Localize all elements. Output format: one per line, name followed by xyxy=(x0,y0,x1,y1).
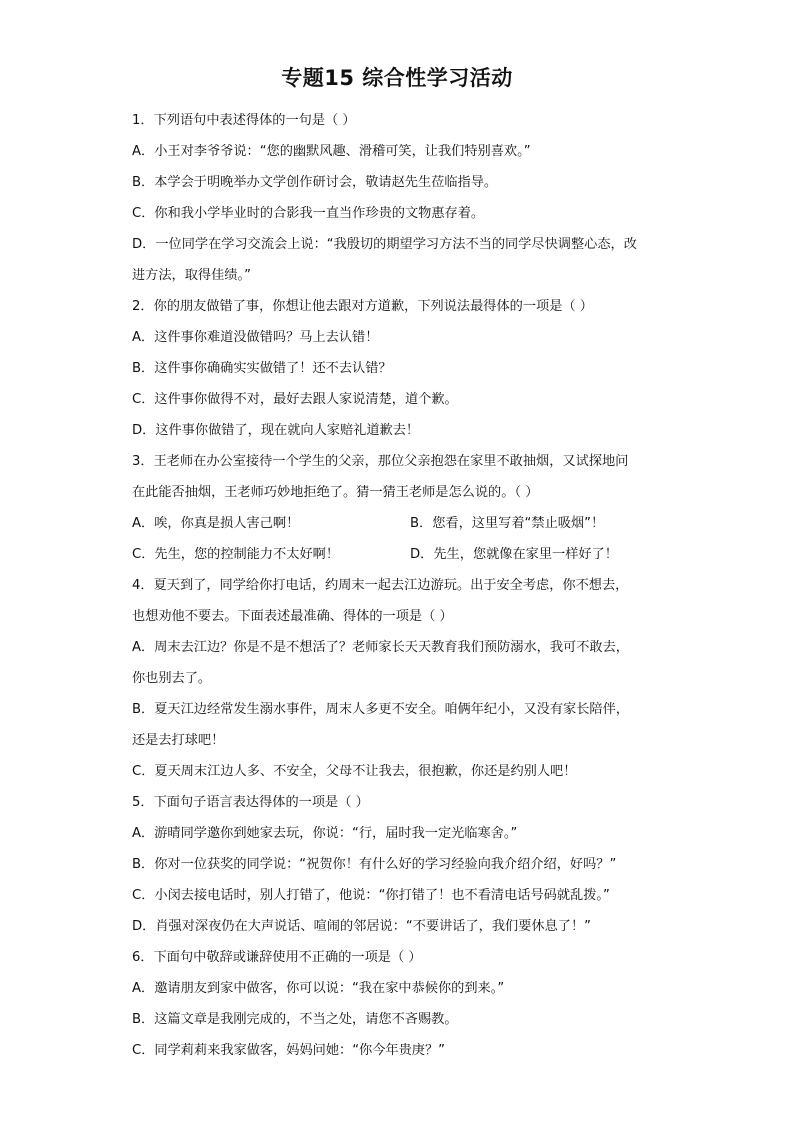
question-option: A．邀请朋友到家中做客，你可以说：“我在家中恭候你的到来。” xyxy=(132,981,505,996)
question-option: A．小王对李爷爷说：“您的幽默风趣、滑稽可笑，让我们特别喜欢。” xyxy=(132,144,531,159)
question-option-continued: 你也别去了。 xyxy=(132,671,212,686)
question-option: A．这件事你难道没做错吗？马上去认错！ xyxy=(132,330,379,345)
question-option-continued: 还是去打球吧！ xyxy=(132,733,225,748)
question-option: C．同学莉莉来我家做客，妈妈问她：“你今年贵庚？” xyxy=(132,1043,445,1058)
question-option: B．这件事你确确实实做错了！还不去认错？ xyxy=(132,361,392,376)
question-option: D．肖强对深夜仍在大声说话、喧闹的邻居说：“不要讲话了，我们要休息了！” xyxy=(132,919,592,934)
question-option: B．你对一位获奖的同学说：“祝贺你！有什么好的学习经验向我介绍介绍，好吗？” xyxy=(132,857,617,872)
page-title: 专题15 综合性学习活动 xyxy=(281,66,513,90)
question-stem: 2．你的朋友做错了事，你想让他去跟对方道歉，下列说法最得体的一项是（ ） xyxy=(132,299,593,314)
question-option: A．游晴同学邀你到她家去玩，你说：“行，届时我一定光临寒舍。” xyxy=(132,826,518,841)
question-option: B．本学会于明晚举办文学创作研讨会，敬请赵先生莅临指导。 xyxy=(132,175,498,190)
question-option: A．周末去江边？你是不是不想活了？老师家长天天教育我们预防溺水，我可不敢去， xyxy=(132,640,629,655)
question-option: A．唉，你真是损人害己啊！ xyxy=(132,516,300,531)
question-option: D．这件事你做错了，现在就向人家赔礼道歉去！ xyxy=(132,423,420,438)
question-option: B．您看，这里写着“禁止吸烟”！ xyxy=(410,516,605,531)
option-row xyxy=(132,539,672,570)
question-option: C．这件事你做得不对，最好去跟人家说清楚，道个歉。 xyxy=(132,392,458,407)
question-option: B．这篇文章是我刚完成的，不当之处，请您不吝赐教。 xyxy=(132,1012,458,1027)
option-row xyxy=(132,508,672,539)
question-stem: 4．夏天到了，同学给你打电话，约周末一起去江边游玩。出于安全考虑，你不想去， xyxy=(132,578,629,593)
question-option: C．先生，您的控制能力不太好啊！ xyxy=(132,547,340,562)
question-stem-continued: 也想劝他不要去。下面表述最准确、得体的一项是（ ） xyxy=(132,609,453,624)
question-option: B．夏天江边经常发生溺水事件，周末人多更不安全。咱俩年纪小，又没有家长陪伴， xyxy=(132,702,629,717)
question-stem: 3．王老师在办公室接待一个学生的父亲，那位父亲抱怨在家里不敢抽烟，又试探地问 xyxy=(132,454,629,469)
question-option: C．你和我小学毕业时的合影我一直当作珍贵的文物惠存着。 xyxy=(132,206,485,221)
question-stem: 1．下列语句中表述得体的一句是（ ） xyxy=(132,113,356,128)
question-option: D．一位同学在学习交流会上说：“我殷切的期望学习方法不当的同学尽快调整心态，改 xyxy=(132,237,637,252)
question-option: C．夏天周末江边人多、不安全，父母不让我去，很抱歉，你还是约别人吧！ xyxy=(132,764,577,779)
question-stem: 6．下面句中敬辞或谦辞使用不正确的一项是（ ） xyxy=(132,950,422,965)
question-option-continued: 进方法，取得佳绩。” xyxy=(132,268,251,283)
question-list xyxy=(132,105,672,1066)
question-option: C．小闵去接电话时，别人打错了，他说：“你打错了！也不看清电话号码就乱拨。” xyxy=(132,888,610,903)
question-stem-continued: 在此能否抽烟，王老师巧妙地拒绝了。猜一猜王老师是怎么说的。（ ） xyxy=(132,485,539,500)
question-stem: 5．下面句子语言表达得体的一项是（ ） xyxy=(132,795,369,810)
question-option: D．先生，您就像在家里一样好了！ xyxy=(410,547,618,562)
